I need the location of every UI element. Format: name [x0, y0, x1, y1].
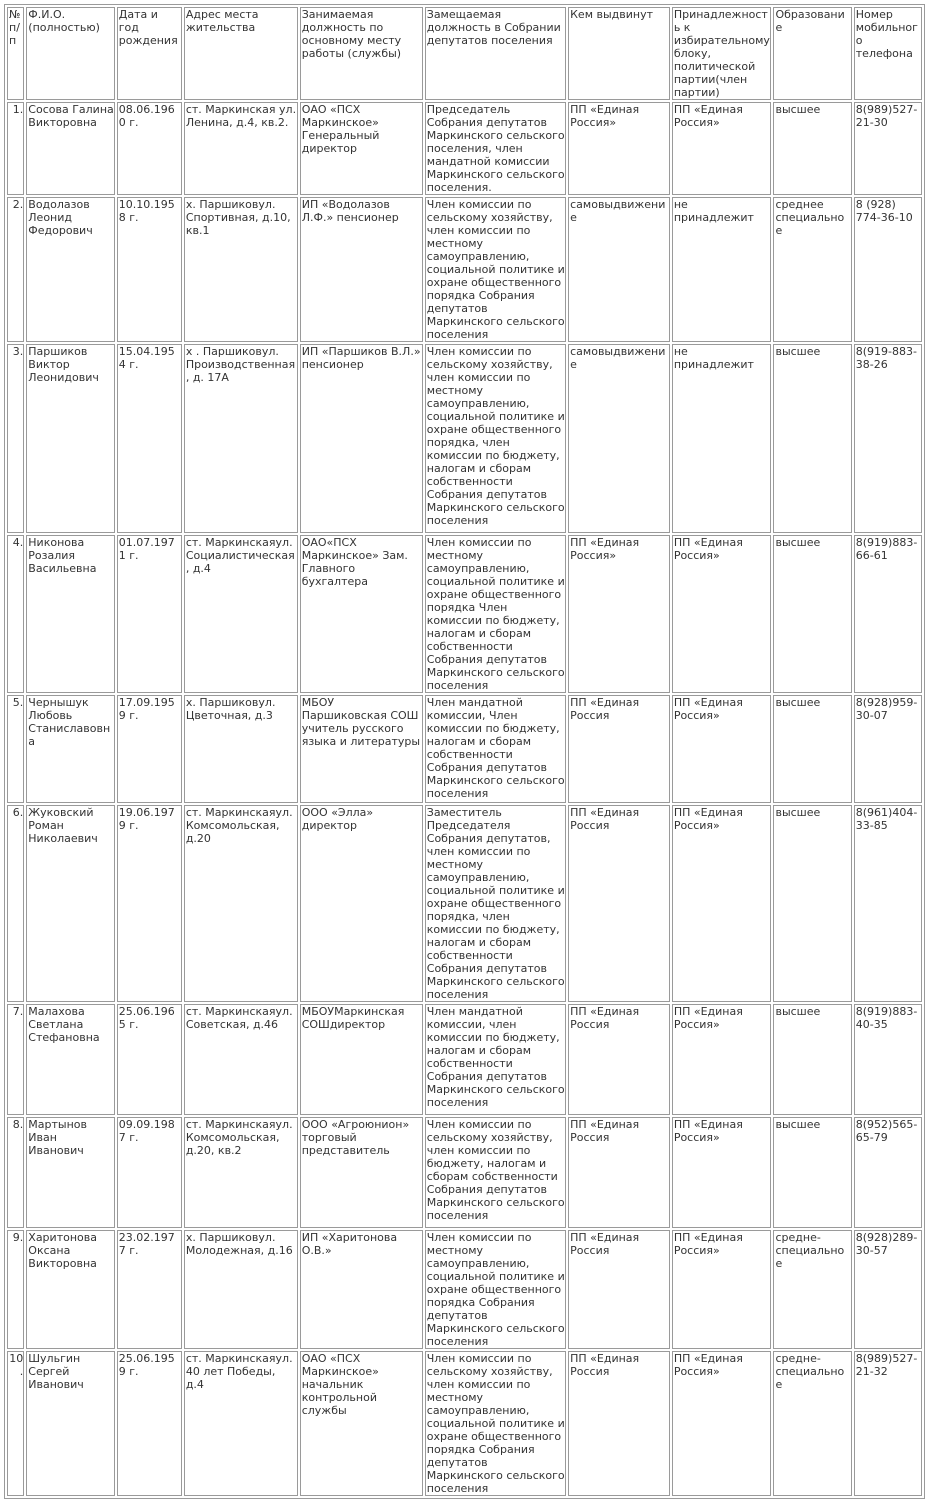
- cell-full-name: Харитонова Оксана Викторовна: [26, 1230, 114, 1349]
- table-row: [7, 535, 922, 693]
- cell-workplace-position: ООО «Элла» директор: [300, 805, 423, 1002]
- cell-nominated-by: самовыдвижение: [568, 197, 670, 342]
- cell-number: 1.: [7, 102, 24, 195]
- cell-party-affiliation: не принадлежит: [672, 344, 772, 533]
- cell-phone: 8(952)565-65-79: [854, 1117, 922, 1228]
- cell-birth-date: 17.09.1959 г.: [117, 695, 182, 803]
- cell-address: х. Паршиковул. Спортивная, д.10, кв.1: [184, 197, 298, 342]
- cell-birth-date: 15.04.1954 г.: [117, 344, 182, 533]
- cell-party-affiliation: не принадлежит: [672, 197, 772, 342]
- cell-workplace-position: ИП «Паршиков В.Л.» пенсионер: [300, 344, 423, 533]
- table-body: [7, 7, 922, 1496]
- cell-nominated-by: ПП «Единая Россия: [568, 1230, 670, 1349]
- cell-birth-date: 01.07.1971 г.: [117, 535, 182, 693]
- cell-education: высшее: [773, 535, 851, 693]
- cell-full-name: Чернышук Любовь Станиславовна: [26, 695, 114, 803]
- cell-assembly-position: Член комиссии по местному самоуправлению, социальной политике и охране общественного порядка Собрания депутатов Маркинского сельского поселения: [426, 1231, 565, 1348]
- cell-full-name: Жуковский Роман Николаевич: [26, 805, 114, 1002]
- cell-workplace-position: ОАО«ПСХ Маркинское» Зам. Главного бухгалтера: [300, 535, 423, 693]
- cell-birth-date: 09.09.1987 г.: [117, 1117, 182, 1228]
- header-nominated-by: Кем выдвинут: [568, 7, 670, 100]
- cell-nominated-by: ПП «Единая Россия: [568, 1117, 670, 1228]
- cell-full-name: Малахова Светлана Стефановна: [26, 1004, 114, 1115]
- cell-assembly-position: Член мандатной комиссии, член комиссии по бюджету, налогам и сборам собственности Собрания депутатов Маркинского сельского поселения: [425, 1004, 566, 1115]
- deputies-table: [4, 4, 925, 1499]
- cell-nominated-by: ПП «Единая Россия»: [568, 102, 670, 195]
- cell-nominated-by: ПП «Единая Россия: [568, 1351, 670, 1496]
- header-full-name: Ф.И.О. (полностью): [26, 7, 114, 100]
- cell-education: средне-специальное: [773, 1351, 851, 1496]
- cell-address: ст. Маркинскаяул. Социалистическая, д.4: [184, 535, 298, 693]
- cell-number: 2.: [7, 197, 24, 342]
- cell-party-affiliation: ПП «Единая Россия»: [672, 1004, 772, 1115]
- cell-number: 5.: [7, 695, 24, 803]
- deputies-table-wrapper: [4, 4, 925, 1499]
- cell-assembly-position: Член комиссии по сельскому хозяйству, член комиссии по местному самоуправлению, социальной политике и охране общественного порядка, член комиссии по бюджету, налогам и сборам собственности Собрания депутатов Маркинского сельского поселения: [425, 344, 566, 533]
- cell-number: 9.: [7, 1230, 24, 1349]
- cell-party-affiliation: ПП «Единая Россия»: [672, 805, 772, 1002]
- cell-assembly-position: Председатель Собрания депутатов Маркинского сельского поселения, член мандатной комиссии Маркинского сельского поселения.: [426, 103, 565, 194]
- cell-assembly-position: Член комиссии по сельскому хозяйству, член комиссии по местному самоуправлению, социальной политике и охране общественного порядка Собрания депутатов Маркинского сельского поселения: [426, 1352, 565, 1495]
- cell-address: х. Паршиковул. Цветочная, д.3: [184, 695, 298, 803]
- cell-nominated-by: ПП «Единая Россия: [568, 1004, 670, 1115]
- cell-birth-date: 23.02.1977 г.: [117, 1230, 182, 1349]
- cell-full-name: Паршиков Виктор Леонидович: [26, 344, 114, 533]
- cell-phone: 8(961)404-33-85: [854, 805, 922, 1002]
- cell-education: высшее: [773, 695, 851, 803]
- cell-address: ст. Маркинскаяул. Комсомольская, д.20: [184, 805, 298, 1002]
- cell-assembly-position: Заместитель Председателя Собрания депутатов, член комиссии по местному самоуправлению, социальной политике и охране общественного порядка, член комиссии по бюджету, налогам и сборам собственности Собрания депутатов Маркинского сельского поселения: [426, 806, 565, 1001]
- cell-birth-date: 08.06.1960 г.: [117, 102, 182, 195]
- cell-phone: 8(919)883-40-35: [854, 1004, 922, 1115]
- table-row: [7, 805, 922, 1002]
- cell-birth-date: 10.10.1958 г.: [117, 197, 182, 342]
- cell-birth-date: 25.06.1965 г.: [117, 1004, 182, 1115]
- header-number: № п/п: [7, 7, 24, 100]
- cell-workplace-position: МБОУМаркинская СОШдиректор: [300, 1004, 423, 1115]
- cell-number: 8.: [7, 1117, 24, 1228]
- cell-phone: 8(928)289-30-57: [854, 1230, 922, 1349]
- cell-workplace-position: ОАО «ПСХ Маркинское» начальник контрольной службы: [300, 1351, 423, 1496]
- cell-assembly-position: Член комиссии по сельскому хозяйству, член комиссии по бюджету, налогам и сборам собственности Собрания депутатов Маркинского сельского поселения: [425, 1117, 566, 1228]
- cell-address: х. Паршиковул. Молодежная, д.16: [184, 1230, 298, 1349]
- cell-education: высшее: [773, 1117, 851, 1228]
- cell-party-affiliation: ПП «Единая Россия»: [672, 102, 772, 195]
- cell-phone: 8(989)527-21-32: [854, 1351, 922, 1496]
- cell-party-affiliation: ПП «Единая Россия»: [672, 1230, 772, 1349]
- cell-birth-date: 19.06.1979 г.: [117, 805, 182, 1002]
- cell-workplace-position: ИП «Харитонова О.В.»: [300, 1230, 423, 1349]
- cell-workplace-position: ИП «Водолазов Л.Ф.» пенсионер: [300, 197, 423, 342]
- cell-number: 3.: [7, 344, 24, 533]
- cell-party-affiliation: ПП «Единая Россия»: [672, 1351, 772, 1496]
- cell-party-affiliation: ПП «Единая Россия»: [672, 535, 772, 693]
- table-row: [7, 1351, 922, 1496]
- cell-number: 10.: [7, 1351, 24, 1496]
- cell-full-name: Никонова Розалия Васильевна: [26, 535, 114, 693]
- cell-number: 7.: [7, 1004, 24, 1115]
- cell-number: 4.: [7, 535, 24, 693]
- table-row: [7, 1117, 922, 1228]
- table-row: [7, 197, 922, 342]
- cell-full-name: Шульгин Сергей Иванович: [26, 1351, 114, 1496]
- cell-phone: 8(919-883-38-26: [854, 344, 922, 533]
- table-row: [7, 344, 922, 533]
- cell-number: 6.: [7, 805, 24, 1002]
- cell-workplace-position: МБОУ Паршиковская СОШ учитель русского языка и литературы: [300, 695, 423, 803]
- cell-nominated-by: самовыдвижение: [568, 344, 670, 533]
- cell-phone: 8(989)527-21-30: [854, 102, 922, 195]
- cell-address: ст. Маркинскаяул. 40 лет Победы, д.4: [184, 1351, 298, 1496]
- cell-nominated-by: ПП «Единая Россия: [568, 805, 670, 1002]
- cell-party-affiliation: ПП «Единая Россия»: [672, 1117, 772, 1228]
- cell-education: высшее: [773, 344, 851, 533]
- cell-assembly-position: Член комиссии по сельскому хозяйству, член комиссии по местному самоуправлению, социальной политике и охране общественного порядка Собрания депутатов Маркинского сельского поселения: [426, 198, 565, 341]
- header-phone: Номер мобильного телефона: [854, 7, 922, 100]
- table-row: [7, 102, 922, 195]
- cell-address: ст. Маркинская ул. Ленина, д.4, кв.2.: [184, 102, 298, 195]
- table-row: [7, 1230, 922, 1349]
- cell-full-name: Мартынов Иван Иванович: [26, 1117, 114, 1228]
- cell-address: х . Паршиковул. Производственная, д. 17А: [184, 344, 298, 533]
- header-birth-date: Дата и год рождения: [117, 7, 182, 100]
- header-address: Адрес места жительства: [184, 7, 298, 100]
- cell-phone: 8 (928) 774-36-10: [854, 197, 922, 342]
- header-party-affiliation: Принадлежность к избирательному блоку, политической партии(член партии): [673, 8, 770, 99]
- cell-education: высшее: [773, 1004, 851, 1115]
- cell-phone: 8(919)883-66-61: [854, 535, 922, 693]
- cell-address: ст. Маркинскаяул. Комсомольская, д.20, кв.2: [184, 1117, 298, 1228]
- cell-education: среднее специальное: [773, 197, 851, 342]
- cell-assembly-position: Член мандатной комиссии, Член комиссии по бюджету, налогам и сборам собственности Собрания депутатов Маркинского сельского поселения: [425, 695, 566, 803]
- cell-address: ст. Маркинскаяул. Советская, д.46: [184, 1004, 298, 1115]
- cell-full-name: Водолазов Леонид Федорович: [26, 197, 114, 342]
- cell-phone: 8(928)959-30-07: [854, 695, 922, 803]
- header-assembly-position: Замещаемая должность в Собрании депутатов поселения: [425, 7, 566, 100]
- table-row: [7, 1004, 922, 1115]
- cell-full-name: Сосова Галина Викторовна: [26, 102, 114, 195]
- cell-party-affiliation: ПП «Единая Россия»: [672, 695, 772, 803]
- header-workplace-position: Занимаемая должность по основному месту работы (службы): [300, 7, 423, 100]
- cell-education: средне-специальное: [773, 1230, 851, 1349]
- table-row: [7, 695, 922, 803]
- cell-nominated-by: ПП «Единая Россия»: [568, 535, 670, 693]
- cell-workplace-position: ОАО «ПСХ Маркинское» Генеральный директор: [300, 102, 423, 195]
- cell-education: высшее: [773, 805, 851, 1002]
- cell-nominated-by: ПП «Единая Россия: [568, 695, 670, 803]
- cell-assembly-position: Член комиссии по местному самоуправлению, социальной политике и охране общественного порядка Член комиссии по бюджету, налогам и сборам собственности Собрания депутатов Маркинского сельского поселения: [426, 536, 565, 692]
- cell-birth-date: 25.06.1959 г.: [117, 1351, 182, 1496]
- header-row: [7, 7, 922, 100]
- cell-education: высшее: [773, 102, 851, 195]
- header-education: Образование: [773, 7, 851, 100]
- cell-workplace-position: ООО «Агроюнион» торговый представитель: [300, 1117, 423, 1228]
